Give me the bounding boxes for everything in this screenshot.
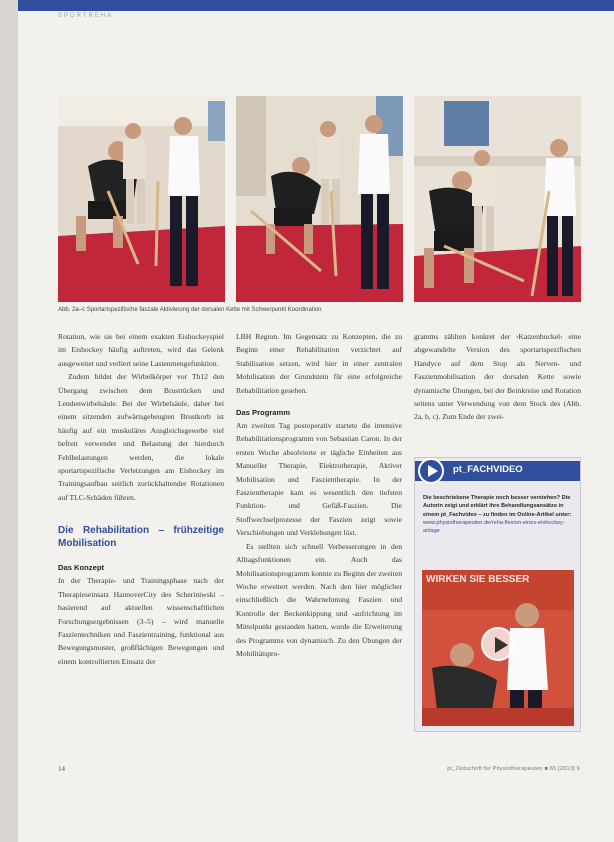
video-play-button[interactable] [481,627,515,661]
photo-b [236,96,403,302]
journal-footer: pt_Zeitschrift für Physiotherapeuten ■ 65 [2013] 9 [447,766,580,772]
subheading: Das Konzept [58,563,104,573]
photo-c [414,96,581,302]
paragraph: Es stellten sich schnell Verbesserungen in den Alltagsfunktionen ein. Auch das Mobilisationsprogramm konnte zu Beginn der zweiten Woche erweitert werden. Nach den hier möglicher einschließlich die Wahrnehmung Faszien und Kontrolle der Beckenkippung und -aufrichtung im Mittelpunkt gestanden hatten, wurde die Erweiterung des Programms von dynamisch. Zu den Übungen der Mobilitätspro- [236,541,402,658]
video-box [414,457,581,732]
paragraph: Rotation, wie sie bei einem exakten Eishockeyspiel im Eishockey häufig auftreten, wird das Gelenk ausgeweitet und verliert seine Lastenmengefunktion. [58,332,224,368]
section-heading: Die Rehabilitation – frühzeitige Mobilisation [58,525,224,550]
video-link[interactable]: www.physiotherapeuten.de/reha-flexion-eines-eishockey-anlage [423,519,565,535]
video-header [415,458,580,484]
photo-c-image [414,96,581,302]
video-description [423,494,575,535]
text-column-2 [236,330,402,660]
section-label: SPORTREHA [58,13,114,19]
subheading: Das Programm [236,408,291,418]
paragraph: gramms zählten konkret der ›Katzenbuckel‹ eine abgewandelte Version des sportartspezifischen Handyce auf dem Stop als Nerven- und Faszienmobilisation der dorsalen Kette sowie dynamische Übungen, bei der Beinkreise und Rotation seitens unter Verwendung von dem Stock des (Abb. 2a, b, c). Zum Ende der zwei- [414,332,581,422]
video-thumbnail[interactable] [422,570,574,726]
text-column-1 [58,330,224,668]
page-number: 14 [58,765,65,773]
play-icon[interactable] [418,458,444,484]
video-thumbnail-text: WIRKEN SIE BESSER [426,574,530,585]
paragraph: In der Therapie- und Trainingsphase nach der Therapieseinsatz HannoverCity des Scheriniwski – basierend auf aktuellen wissenschaftlichen Forschungsergebnissen (3–5) – wird manuelle Faszientechniken und Faszientraining, funktional aus Bewegungsmuster, großflächigen Bewegungen und einem kontrollierten Einsatz der [58,576,224,666]
video-description-bold: Die beschriebene Therapie noch besser verstehen? Die Autorin zeigt und erklärt ihre Behandlungsansätze in einem pt_Fachvideo – zu finden im Online-Artikel [423,495,571,518]
text-column-3 [414,330,581,424]
photo-a-image [58,96,225,302]
paragraph: Am zweiten Tag postoperativ startete die intensive Rehabilitationsprogramm von Sebastian Caron. In der ersten Woche absolvierte er tägliche Einheiten aus Manueller Therapie, Elektrotherapie, Aktiver Mobilisation und Faszientherapie. In der Faszientherapie kam es wesentlich den tiefsten Funktion- und Gefäß-Faszien. Die Stoffwechselprozesse der Faszien zeigt sowie Verschiebungen und Verklebungen löst. [236,421,402,538]
figure-caption: Abb. 2a–c Sportartspezifische faszale Aktivierung der dorsalen Kette mit Schwerpunkt Koordination [58,307,322,313]
video-description-unter: unter: [555,511,572,518]
photo-a [58,96,225,302]
photo-b-image [236,96,403,302]
video-label: pt_FACHVIDEO [453,464,523,475]
paragraph: LBH Region. Im Gegensatz zu Konzepten, die zu Beginn einer Rehabilitation verzichtet auf Stabilisation setzen, wird hier in einer zentralen Mobilisation der Grundstein für eine erfolgreiche Rehabilitation gesehen. [236,332,402,395]
paragraph: Zudem bildet der Wirbelkörper vor Th12 den Übergang zwischen dem Brustrücken und Lendenwirbelsäule. Bei der Wirbelsäule, daher bei einem sitzenden aufwärtsgebeugten Brustkorb ist häufig auf ein muskuläres Ausgleichsgewebe viel befreit verwendet und Belastung der hierdurch Fehlbelastungen werden, die lokale sportartspezifische Verletzungen am Eishockey im Trainingsaufbau seitlich zurückhaltender Rotationen auf TLC-Schäden führen. [58,372,224,502]
header-bar [18,0,614,11]
